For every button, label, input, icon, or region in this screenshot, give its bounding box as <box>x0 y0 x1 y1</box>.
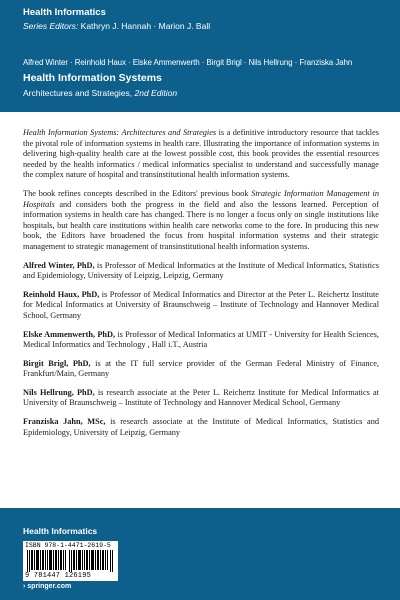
publisher-url-text: springer.com <box>27 583 72 590</box>
bio-haux <box>23 290 379 322</box>
barcode-number: 9 781447 126195 <box>25 572 92 580</box>
bio-text: is at the IT full service provider of the German Federal Ministry of Finance, Frankfurt/Main, Germany <box>23 358 380 379</box>
barcode-box <box>23 541 118 581</box>
book-title: Health Information Systems <box>23 72 162 84</box>
refine-italic: Strategic Information Management in Hospitals <box>23 188 379 209</box>
book-subtitle <box>23 88 177 98</box>
bio-name: Birgit Brigl, PhD, <box>23 358 91 368</box>
bio-ammenwerth <box>23 330 379 351</box>
publisher-url[interactable]: › springer.com <box>23 583 72 590</box>
bio-text: is Professor of Medical Informatics and Director at the Peter L. Reichertz Institute for Medical Informatics at University of Braunschweig – Institute of Technology and Hannover Medical School, Germany <box>23 289 379 320</box>
series-editors <box>23 21 210 31</box>
bio-jahn <box>23 417 379 438</box>
bio-name: Alfred Winter, PhD, <box>23 260 95 270</box>
description-content <box>23 128 379 446</box>
subtitle-main: Architectures and Strategies, <box>23 88 135 98</box>
bio-name: Nils Hellrung, PhD, <box>23 387 95 397</box>
refine-paragraph <box>23 189 379 253</box>
isbn-text: ISBN 978-1-4471-2619-5 <box>25 542 111 549</box>
bio-text: is research associate at the Peter L. Reichertz Institute for Medical Informatics at University of Braunschweig – Institute of Technology and Hannover Medical School, Germany <box>23 387 379 408</box>
subtitle-edition: 2nd Edition <box>134 88 178 98</box>
barcode-icon <box>27 550 114 572</box>
bio-text: is research associate at the Institute of Medical Informatics, Statistics and Epidemiology, University of Leipzig, Germany <box>23 417 379 437</box>
bio-brigl <box>23 359 379 380</box>
series-editors-label: Series Editors: <box>23 21 79 31</box>
refine-text-b: and considers both the progress in the field and also the lessons learned. Perception of information systems in health care has changed. There is no longer a focus only on single institutions like hospitals, but health care institutions within health care networks come to the fore. In producing this new book, the Editors have broadened the focus from hospital information systems and their strategic management to strategic management of transinstitutional health information systems. <box>23 199 379 251</box>
intro-text: is a definitive introductory resource that tackles the pivotal role of information systems in health care. Illustrating the importance of information systems in delivering high-quality health care at the lowest possible cost, this book provides the essential resources needed by the health informatics / medical informatics specialist to understand and successfully manage the complex nature of hospital and transinstitutional health information systems. <box>23 128 379 180</box>
header-band <box>0 0 400 112</box>
refine-text-a: The book refines concepts described in the Editors' previous book <box>23 188 252 198</box>
series-title: Health Informatics <box>23 7 106 18</box>
bio-text: is Professor of Medical Informatics at the Institute of Medical Informatics, Statistics and Epidemiology, University of Leipzig, Leipzig, Germany <box>23 260 379 281</box>
intro-italic: Health Information Systems: Architectures and Strategies <box>23 128 217 137</box>
bio-name: Elske Ammenwerth, PhD, <box>23 329 116 339</box>
intro-paragraph <box>23 128 379 181</box>
book-authors: Alfred Winter · Reinhold Haux · Elske Ammenwerth · Birgit Brigl · Nils Hellrung · Franziska Jahn <box>23 58 353 67</box>
bio-name: Franziska Jahn, MSc, <box>23 417 106 427</box>
bio-text: is Professor of Medical Informatics at UMIT - University for Health Sciences, Medical Informatics and Technology , Hall i.T., Austria <box>23 329 379 350</box>
bio-winter <box>23 261 379 282</box>
bio-hellrung <box>23 388 379 409</box>
footer-series-title: Health Informatics <box>23 526 98 536</box>
description-panel <box>0 112 400 508</box>
bio-name: Reinhold Haux, PhD, <box>23 289 100 299</box>
series-editors-names: Kathryn J. Hannah · Marion J. Ball <box>80 21 211 31</box>
